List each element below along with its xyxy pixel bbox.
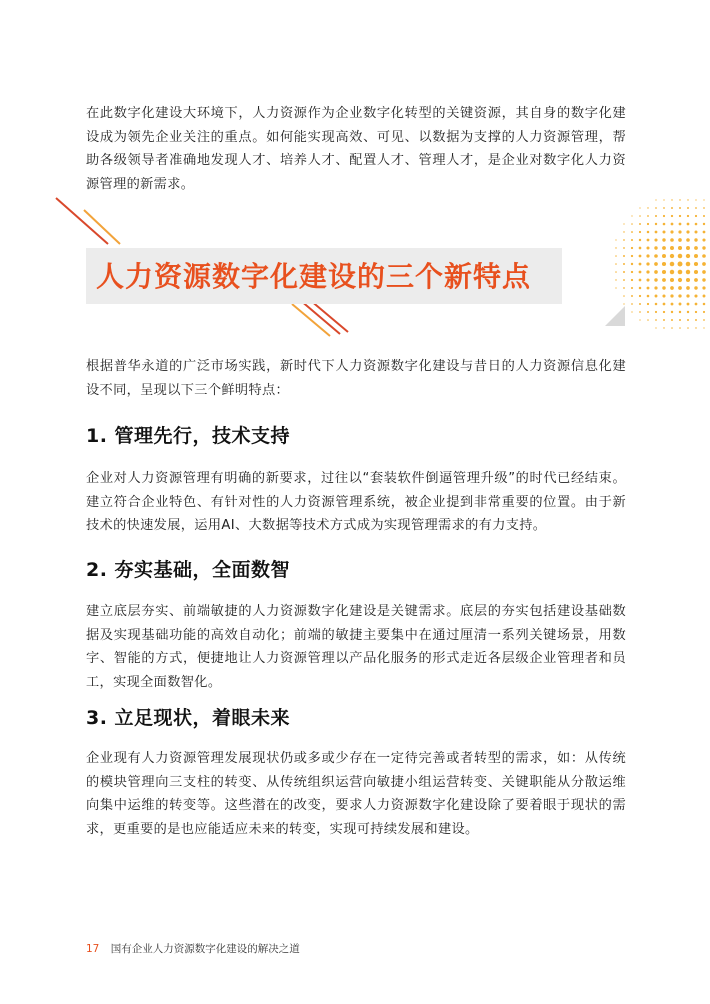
decorative-dot: [670, 238, 674, 242]
decorative-dot: [671, 207, 673, 209]
decorative-dot: [615, 263, 617, 265]
decorative-dot: [662, 246, 666, 250]
decorative-dot: [639, 287, 642, 290]
decorative-dot: [655, 327, 656, 328]
decorative-dot: [679, 319, 681, 321]
decorative-dot: [631, 311, 632, 312]
decorative-dot: [703, 295, 706, 298]
decorative-dot: [623, 239, 625, 241]
decorative-dot: [703, 303, 706, 306]
decorative-dot: [671, 311, 673, 313]
decorative-dot: [694, 270, 698, 274]
decorative-dot: [639, 279, 642, 282]
decorative-dot: [678, 270, 683, 275]
decorative-dot: [654, 270, 658, 274]
decorative-dot: [687, 207, 689, 209]
decorative-dot: [646, 246, 649, 249]
decorative-dot: [703, 231, 706, 234]
decorative-dot: [654, 254, 658, 258]
decorative-dot: [639, 255, 642, 258]
decorative-dot: [670, 230, 673, 233]
decorative-dot: [702, 262, 706, 266]
decorative-dot: [694, 286, 697, 289]
decorative-dot: [678, 238, 682, 242]
decorative-dot: [655, 223, 657, 225]
decorative-dot: [623, 295, 625, 297]
decorative-dot: [670, 286, 674, 290]
decorative-dot: [686, 230, 689, 233]
decorative-dot: [655, 319, 657, 321]
decorative-dot: [655, 295, 658, 298]
decorative-dot: [623, 279, 625, 281]
decorative-dot: [687, 311, 689, 313]
decorative-dot: [678, 294, 681, 297]
decorative-dot: [623, 287, 625, 289]
decorative-dot: [694, 278, 698, 282]
decorative-dot: [663, 223, 666, 226]
decorative-dot: [679, 311, 681, 313]
decorative-dot: [655, 207, 657, 209]
decorative-dot: [695, 231, 698, 234]
decorative-dot: [663, 231, 666, 234]
section-banner: [86, 248, 562, 304]
decorative-dot: [639, 311, 641, 313]
decorative-dot: [686, 278, 690, 282]
decorative-dot: [646, 262, 649, 265]
decorative-dot: [703, 311, 705, 313]
decorative-dot: [654, 262, 658, 266]
decorative-dot: [694, 254, 698, 258]
decorative-dot: [639, 271, 642, 274]
decorative-dot: [663, 303, 666, 306]
decorative-dot: [647, 295, 650, 298]
decorative-dot: [670, 294, 673, 297]
decorative-dot: [694, 262, 698, 266]
decorative-dot: [702, 254, 706, 258]
decorative-dot: [639, 319, 640, 320]
section-heading-3: 3. 立足现状，着眼未来: [86, 707, 291, 729]
decorative-dot: [631, 271, 633, 273]
decorative-dot: [647, 287, 650, 290]
decorative-dot: [639, 247, 642, 250]
decorative-dot: [646, 278, 649, 281]
decorative-dot: [695, 303, 698, 306]
decorative-dot: [663, 327, 664, 328]
decorative-dot: [679, 327, 681, 329]
decorative-dot: [678, 230, 681, 233]
decorative-dot: [670, 262, 675, 267]
decorative-dot: [647, 319, 649, 321]
decorative-dot: [615, 255, 617, 257]
decorative-dot: [671, 223, 674, 226]
decorative-dot: [703, 199, 704, 200]
decorative-dot: [671, 215, 673, 217]
decorative-dot: [623, 263, 625, 265]
decorative-dot: [702, 278, 705, 281]
decorative-dot: [702, 238, 705, 241]
decorative-dot: [687, 215, 689, 217]
section-body-1: 企业对人力资源管理有明确的新要求，过往以“套装软件倒逼管理升级”的时代已经结束。建立符合企业特色、有针对性的人力资源管理系统，被企业提到非常重要的位置。由于新技术的快速发展，运用AI、大数据等技术方式成为实现管理需求的有力支持。: [86, 471, 626, 533]
decorative-dot: [678, 246, 682, 250]
decorative-dot: [695, 215, 697, 217]
decorative-dot: [662, 286, 665, 289]
decorative-dot: [615, 247, 616, 248]
decorative-dot: [703, 215, 705, 217]
decorative-dot: [670, 254, 674, 258]
decorative-dot: [647, 239, 650, 242]
decorative-dot: [631, 255, 633, 257]
section-body-2: 建立底层夯实、前端敏捷的人力资源数字化建设是关键需求。底层的夯实包括建设基础数据及实现基础功能的高效自动化；前端的敏捷主要集中在通过厘清一系列关键场景，用数字、智能的方式，便捷地让人力资源管理以产品化服务的形式走近各层级企业管理者和员工，实现全面数智化。: [86, 604, 626, 690]
decorative-dot: [671, 199, 672, 200]
decorative-dot: [662, 278, 666, 282]
decorative-dot: [670, 270, 674, 274]
decorative-dot: [654, 286, 657, 289]
decorative-dot: [631, 215, 632, 216]
decorative-dot: [647, 311, 649, 313]
decorative-dot: [639, 223, 641, 225]
decorative-dot: [623, 255, 625, 257]
decorative-dot: [687, 303, 690, 306]
decorative-dot: [679, 215, 681, 217]
decorative-dot: [686, 262, 691, 267]
footer-title: 国有企业人力资源数字化建设的解决之道: [110, 943, 300, 955]
decorative-dot: [703, 319, 705, 321]
decorative-dot: [654, 246, 657, 249]
decorative-dot: [655, 311, 657, 313]
decorative-dot: [671, 303, 674, 306]
page-footer: [86, 941, 300, 956]
decorative-dot: [631, 231, 633, 233]
decorative-dot: [631, 279, 633, 281]
decorative-dot: [639, 207, 640, 208]
decorative-dot: [702, 270, 706, 274]
decorative-dot: [686, 254, 690, 258]
decorative-dot: [631, 239, 633, 241]
page-number: 17: [86, 943, 100, 955]
decorative-dot: [639, 215, 641, 217]
decorative-dot: [687, 327, 689, 329]
decorative-dot: [686, 238, 690, 242]
decorative-dot: [678, 286, 682, 290]
decorative-dot: [647, 207, 648, 208]
decorative-dot: [663, 199, 664, 200]
decorative-dot: [615, 271, 617, 273]
decorative-dot: [678, 278, 682, 282]
decorative-dot: [639, 303, 641, 305]
decorative-dot: [647, 231, 650, 234]
decorative-dot: [639, 239, 641, 241]
decorative-dot: [655, 303, 658, 306]
decorative-dot: [655, 215, 657, 217]
decorative-dot: [695, 223, 698, 226]
decorative-dot: [623, 271, 625, 273]
decorative-dot: [686, 270, 690, 274]
decorative-dot: [639, 263, 642, 266]
decorative-dot: [631, 223, 633, 225]
decorative-dot: [679, 303, 682, 306]
decorative-dot: [663, 207, 665, 209]
decorative-dot: [686, 246, 690, 250]
decorative-dot: [695, 207, 697, 209]
decorative-dot: [702, 286, 705, 289]
decorative-dot: [631, 287, 633, 289]
decorative-dot: [647, 215, 649, 217]
decorative-dot: [655, 231, 658, 234]
decorative-dot: [662, 294, 665, 297]
decorative-dot: [694, 294, 697, 297]
decorative-dot: [703, 327, 704, 328]
decorative-dot: [662, 262, 666, 266]
decorative-dot: [663, 319, 665, 321]
decorative-dot: [695, 199, 696, 200]
decorative-dot: [703, 223, 705, 225]
decorative-dot: [663, 215, 665, 217]
decorative-dot: [702, 246, 705, 249]
decorative-dot: [623, 231, 624, 232]
decorative-dot: [694, 246, 698, 250]
decorative-dot: [703, 207, 705, 209]
decorative-dot: [631, 295, 633, 297]
decorative-dot: [695, 311, 697, 313]
decorative-dot: [686, 286, 690, 290]
decorative-dot: [646, 270, 649, 273]
decorative-dot: [646, 254, 649, 257]
decorative-dot: [615, 287, 616, 288]
decorative-dot: [655, 199, 656, 200]
decorative-dot: [647, 223, 649, 225]
decorative-dot: [670, 246, 674, 250]
decorative-dot: [662, 238, 665, 241]
decorative-dot: [663, 311, 665, 313]
decorative-dot: [679, 223, 682, 226]
decorative-dot: [654, 278, 657, 281]
decorative-dot: [631, 263, 633, 265]
decorative-dot: [647, 303, 649, 305]
decorative-dot: [615, 279, 616, 280]
decorative-dot: [687, 223, 690, 226]
decorative-dot: [662, 270, 666, 274]
decorative-dot: [670, 278, 674, 282]
decorative-dot: [695, 319, 697, 321]
decorative-dot: [671, 327, 673, 329]
banner-title: 人力资源数字化建设的三个新特点: [96, 260, 532, 293]
decorative-dot: [695, 327, 696, 328]
decorative-dot: [615, 239, 616, 240]
decorative-dot: [631, 303, 633, 305]
decorative-dot: [662, 254, 666, 258]
decorative-dot: [671, 319, 673, 321]
decorative-dot: [687, 199, 688, 200]
section-heading-1: 1. 管理先行，技术支持: [86, 425, 291, 447]
decorative-dot: [654, 238, 657, 241]
decorative-dot: [679, 199, 680, 200]
decorative-dot: [687, 319, 689, 321]
decorative-dot: [639, 295, 641, 297]
decorative-dot: [678, 262, 683, 267]
decorative-dot: [686, 294, 689, 297]
banner-corner-triangle: [605, 306, 625, 326]
decorative-dot: [678, 254, 683, 259]
decorative-dot: [623, 223, 624, 224]
decorative-dot: [639, 231, 641, 233]
decorative-dot: [679, 207, 681, 209]
section-heading-2: 2. 夯实基础，全面数智: [86, 559, 291, 581]
decorative-dot: [623, 247, 625, 249]
decorative-dot: [623, 303, 624, 304]
section-body-3: 企业现有人力资源管理发展现状仍或多或少存在一定待完善或者转型的需求，如：从传统的模块管理向三支柱的转变、从传统组织运营向敏捷小组运营转变、关键职能从分散运维向集中运维的转变等。这些潜在的改变，要求人力资源数字化建设除了要着眼于现状的需求，更重要的是也应能适应未来的转变，实现可持续发展和建设。: [86, 751, 626, 837]
decorative-dot: [694, 238, 697, 241]
intro-paragraph: 在此数字化建设大环境下，人力资源作为企业数字化转型的关键资源，其自身的数字化建设成为领先企业关注的重点。如何能实现高效、可见、以数据为支撑的人力资源管理，帮助各级领导者准确地发现人才、培养人才、配置人才、管理人才，是企业对数字化人力资源管理的新需求。: [86, 106, 626, 192]
lead-paragraph: 根据普华永道的广泛市场实践，新时代下人力资源数字化建设与昔日的人力资源信息化建设不同，呈现以下三个鲜明特点：: [86, 359, 626, 398]
decorative-dot: [631, 247, 633, 249]
